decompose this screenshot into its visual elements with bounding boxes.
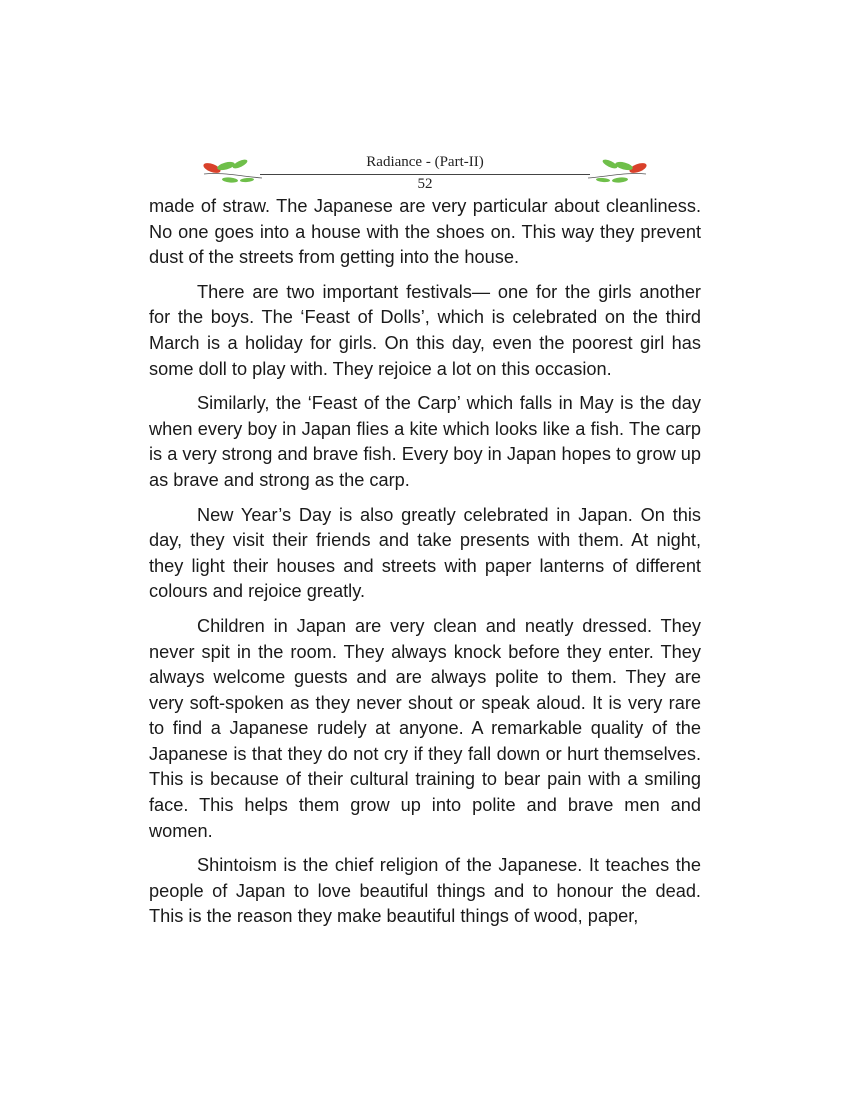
running-header xyxy=(200,150,650,195)
paragraph: There are two important festivals— one for the girls another for the boys. The ‘Feast of Dolls’, which is celebrated on the third March is a holiday for girls. On this day, even the poorest girl has some doll to play with. They rejoice a lot on this occasion. xyxy=(149,281,701,379)
leaf-sprig-icon xyxy=(586,156,650,186)
paragraph: Children in Japan are very clean and neatly dressed. They never spit in the room. They always knock before they enter. They always welcome guests and are always polite to them. They are very soft-spoken as they never shout or speak aloud. It is very rare to find a Japanese rudely at anyone. A remarkable quality of the Japanese is that they do not cry if they fall down or hurt themselves. This is because of their cultural training to bear pain with a smiling face. This helps them grow up into polite and brave men and women. xyxy=(149,615,701,841)
header-rule xyxy=(260,174,590,175)
body-text xyxy=(149,194,701,939)
running-header-title: Radiance - (Part-II) xyxy=(366,154,484,170)
page-number: 52 xyxy=(417,176,433,192)
paragraph: Similarly, the ‘Feast of the Carp’ which falls in May is the day when every boy in Japan flies a kite which looks like a fish. The carp is a very strong and brave fish. Every boy in Japan hopes to grow up as brave and strong as the carp. xyxy=(149,393,701,490)
paragraph: made of straw. The Japanese are very particular about cleanliness. No one goes into a house with the shoes on. This way they prevent dust of the streets from getting into the house. xyxy=(149,196,701,268)
paragraph: New Year’s Day is also greatly celebrated in Japan. On this day, they visit their friends and take presents with them. At night, they light their houses and streets with paper lanterns of different colours and rejoice greatly. xyxy=(149,504,701,602)
paragraph: Shintoism is the chief religion of the Japanese. It teaches the people of Japan to love beautiful things and to honour the dead. This is the reason they make beautiful things of wood, paper, xyxy=(149,855,701,927)
